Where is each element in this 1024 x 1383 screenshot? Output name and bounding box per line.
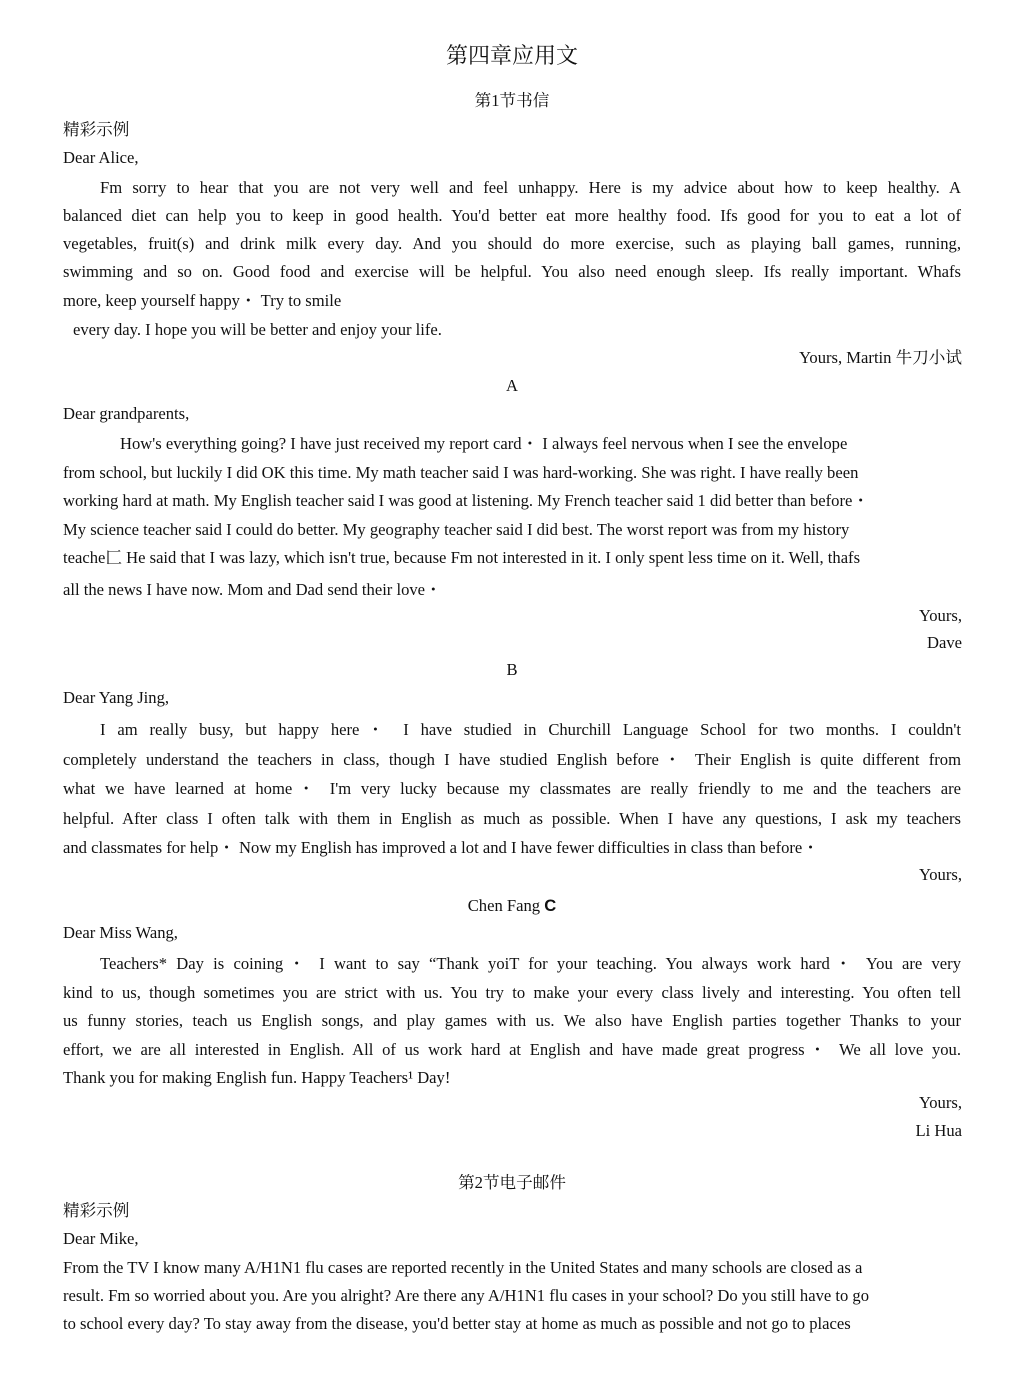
letter-b-name: Chen Fang — [467, 896, 541, 915]
text-line: vegetables, fruit(s) and drink milk every day. And you should do more exercise, such as playing ball games, running, — [63, 234, 961, 253]
letter-c-yours: Yours, — [918, 1093, 962, 1112]
letter-a-yours: Yours, — [918, 606, 962, 625]
text-line: from school, but luckily I did OK this time. My math teacher said I was hard-working. She was right. I have really been — [63, 462, 859, 482]
text-line: and classmates for help・ Now my English has improved a lot and I have fewer difficulties in class than before・ — [63, 838, 819, 857]
letter-example-greeting: Dear Alice, — [63, 148, 139, 167]
letter-b-label: B — [506, 660, 518, 679]
text-line: result. Fm so worried about you. Are you alright? Are there any A/H1N1 flu cases in your school? Do you still have to go — [63, 1285, 870, 1305]
email-example-greeting: Dear Mike, — [63, 1229, 139, 1248]
text-line: completely understand the teachers in class, though I have studied English before・ Their English is quite different from — [63, 749, 961, 769]
text-line: Teachers* Day is coining・ I want to say “Thank yoiT for your teaching. You always work hard・ You are very — [100, 954, 961, 973]
text-line: what we have learned at home・ I'm very lucky because my classmates are really friendly to me and the teachers are — [63, 779, 961, 798]
text-line: Thank you for making English fun. Happy Teachers¹ Day! — [63, 1068, 451, 1088]
text-line: balanced diet can help you to keep in good health. You'd better eat more healthy food. Ifs good for you to eat a lot of — [63, 206, 961, 225]
letter-a-greeting: Dear grandparents, — [63, 404, 190, 423]
text-line: working hard at math. My English teacher said I was good at listening. My French teacher said 1 did better than before・ — [63, 491, 869, 511]
letter-example-signoff: Yours, Martin 牛刀小试 — [799, 348, 962, 367]
letter-a-body — [63, 430, 943, 607]
letter-c-greeting: Dear Miss Wang, — [63, 923, 178, 942]
letter-b-yours: Yours, — [918, 865, 962, 884]
text-line: swimming and so on. Good food and exercise will be helpful. You also need enough sleep. Ifs really important. Whafs — [63, 262, 961, 281]
text-line: My science teacher said I could do better. My geography teacher said I did best. The worst report was from my history — [63, 519, 850, 539]
section2-heading: 第2节电子邮件 — [458, 1173, 566, 1192]
text-line: more, keep yourself happy・ Try to smile — [63, 291, 342, 310]
letter-c-body — [63, 950, 961, 1093]
letter-b-greeting: Dear Yang Jing, — [63, 688, 170, 707]
text-line: to school every day? To stay away from the disease, you'd better stay at home as much as possible and not go to places — [63, 1313, 851, 1333]
letter-a-name: Dave — [926, 633, 962, 652]
text-line: all the news I have now. Mom and Dad send their love・ — [63, 579, 442, 599]
text-line: kind to us, though sometimes you are strict with us. You try to make your every class lively and interesting. You often tell — [63, 982, 961, 1002]
letter-a-label: A — [506, 376, 518, 395]
letter-example-body — [63, 174, 961, 344]
section1-heading: 第1节书信 — [474, 91, 550, 110]
letter-c-name: Li Hua — [915, 1121, 962, 1140]
text-line: How's everything going? I have just received my report card・ I always feel nervous when I see the envelope — [120, 434, 848, 453]
text-line: every day. I hope you will be better and enjoy your life. — [73, 320, 442, 339]
text-line: effort, we are all interested in English. All of us work hard at English and have made great progress・ We all love you. — [63, 1039, 961, 1059]
text-line: I am really busy, but happy here・ I have studied in Churchill Language School for two months. I couldn't — [100, 720, 961, 739]
chapter-title: 第四章应用文 — [445, 43, 578, 68]
letter-c-label: C — [544, 896, 557, 915]
letter-b-name-line — [0, 895, 1024, 917]
text-line: Fm sorry to hear that you are not very well and feel unhappy. Here is my advice about how to keep healthy. A — [100, 178, 961, 197]
text-line: us funny stories, teach us English songs, and play games with us. We also have English parties together Thanks to your — [63, 1011, 961, 1031]
section2-example-label: 精彩示例 — [63, 1201, 130, 1220]
letter-b-body — [63, 715, 961, 863]
section1-example-label: 精彩示例 — [63, 120, 130, 139]
text-line: From the TV I know many A/H1N1 flu cases are reported recently in the United States and many schools are closed as a — [63, 1258, 863, 1277]
text-line: teache匚 He said that I was lazy, which isn't true, because Fm not interested in it. I only spent less time on it. Well, thafs — [63, 548, 861, 568]
text-line: helpful. After class I often talk with them in English as much as possible. When I have any questions, I ask my teachers — [63, 808, 961, 828]
email-example-body — [63, 1254, 953, 1337]
